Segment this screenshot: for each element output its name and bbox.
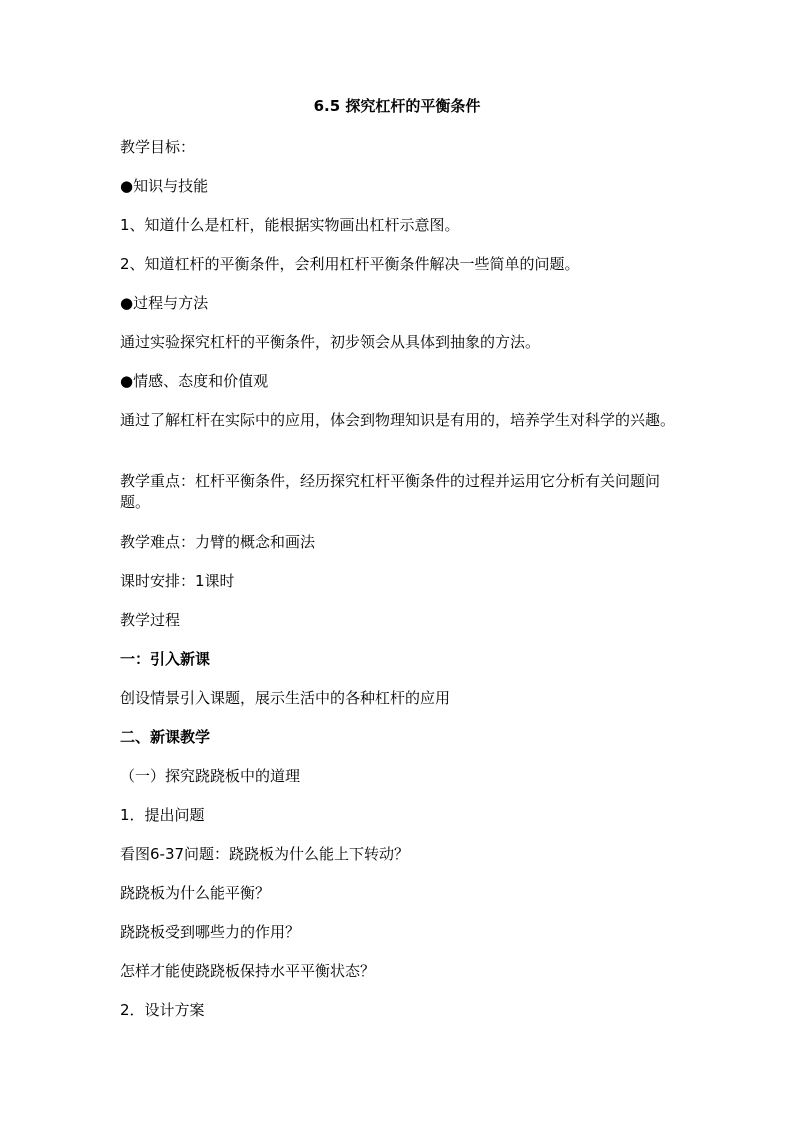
process-method-text: 通过实验探究杠杆的平衡条件，初步领会从具体到抽象的方法。 bbox=[120, 333, 541, 351]
subsection-seesaw-heading: （一）探究跷跷板中的道理 bbox=[120, 767, 301, 785]
teaching-key-point: 教学重点：杠杆平衡条件，经历探究杠杆平衡条件的过程并运用它分析有关问题问题。 bbox=[120, 472, 661, 511]
process-method-heading: ●过程与方法 bbox=[120, 294, 209, 312]
question-3: 跷跷板受到哪些力的作用？ bbox=[120, 923, 301, 941]
question-4: 怎样才能使跷跷板保持水平平衡状态？ bbox=[120, 962, 376, 980]
question-2: 跷跷板为什么能平衡？ bbox=[120, 884, 271, 902]
attitude-values-heading: ●情感、态度和价值观 bbox=[120, 372, 269, 390]
attitude-values-text: 通过了解杠杆在实际中的应用，体会到物理知识是有用的，培养学生对科学的兴趣。 bbox=[120, 411, 676, 429]
step-design-plan: 2．设计方案 bbox=[120, 1001, 205, 1019]
class-hours: 课时安排：1课时 bbox=[120, 572, 235, 590]
goal-item-2: 2、知道杠杆的平衡条件，会利用杠杆平衡条件解决一些简单的问题。 bbox=[120, 255, 580, 273]
knowledge-skills-heading: ●知识与技能 bbox=[120, 177, 209, 195]
section-introduction-heading: 一：引入新课 bbox=[120, 650, 211, 668]
step-ask-question: 1．提出问题 bbox=[120, 806, 205, 824]
teaching-goals-heading: 教学目标： bbox=[120, 138, 196, 156]
question-1: 看图6-37问题：跷跷板为什么能上下转动？ bbox=[120, 845, 410, 863]
introduction-text: 创设情景引入课题，展示生活中的各种杠杆的应用 bbox=[120, 689, 451, 707]
goal-item-1: 1、知道什么是杠杆，能根据实物画出杠杆示意图。 bbox=[120, 216, 460, 234]
teaching-process-heading: 教学过程 bbox=[120, 611, 181, 629]
teaching-difficulty: 教学难点：力臂的概念和画法 bbox=[120, 533, 316, 551]
section-new-lesson-heading: 二、新课教学 bbox=[120, 728, 211, 746]
document-title: 6.5 探究杠杆的平衡条件 bbox=[313, 97, 481, 115]
